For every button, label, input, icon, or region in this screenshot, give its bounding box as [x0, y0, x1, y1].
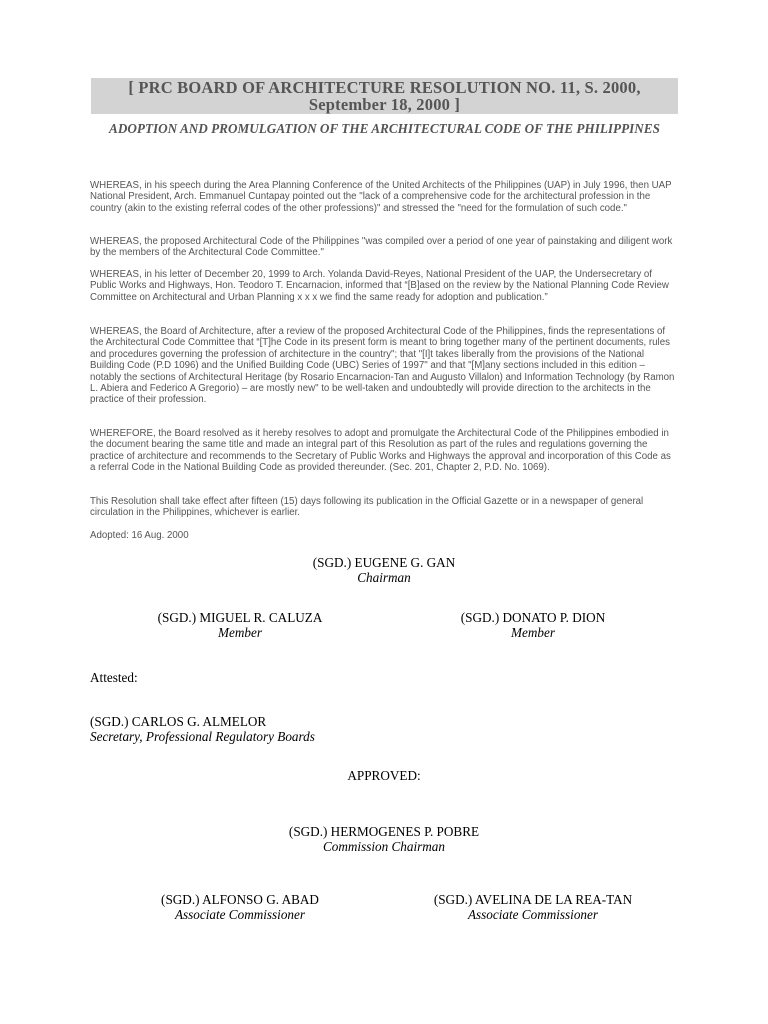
signatory-name: (SGD.) ALFONSO G. ABAD — [161, 892, 319, 907]
whereas-paragraph-3: WHEREAS, in his letter of December 20, 1999 to Arch. Yolanda David-Reyes, National President of the UAP, the Undersecretary of Public Works and Highways, Hon. Teodoro T. Encarnacion, informed that “[B]ased on the review by the National Planning Code Review Committee on Architectural and Urban Planning x x x we find the same ready for adoption and publication.” — [90, 269, 669, 303]
adopted-date: Adopted: 16 Aug. 2000 — [90, 530, 189, 541]
signatory-name: (SGD.) HERMOGENES P. POBRE — [288, 824, 480, 839]
approved-label: APPROVED: — [347, 768, 421, 783]
signatory-name: (SGD.) MIGUEL R. CALUZA — [157, 610, 323, 625]
signatory-name: (SGD.) DONATO P. DION — [460, 610, 606, 625]
resolution-title: [ PRC BOARD OF ARCHITECTURE RESOLUTION NO. 11, S. 2000, September 18, 2000 ] — [91, 78, 678, 114]
signatory-role: Member — [511, 625, 555, 640]
signatory-name: (SGD.) EUGENE G. GAN — [312, 555, 456, 570]
wherefore-paragraph: WHEREFORE, the Board resolved as it hereby resolves to adopt and promulgate the Architectural Code of the Philippines embodied in the document bearing the same title and made an integral part of this Resolution as part of the rules and regulations governing the practice of architecture and recommends to the Secretary of Public Works and Highways the approval and incorporation of this Code as a referral Code in the National Building Code as provided thereunder. (Sec. 201, Chapter 2, P.D. No. 1069). — [90, 428, 671, 474]
signature-member-1 — [100, 610, 380, 640]
signature-associate-2 — [393, 892, 673, 922]
whereas-paragraph-1: WHEREAS, in his speech during the Area Planning Conference of the United Architects of the Philippines (UAP) in July 1996, then UAP National President, Arch. Emmanuel Cuntapay pointed out the "lack of a comprehensive code for the architectural profession in the country (akin to the existing referral codes of the other professions)" and stressed the "need for the formulation of such code." — [90, 180, 672, 214]
attested-label: Attested: — [90, 670, 138, 685]
whereas-paragraph-2: WHEREAS, the proposed Architectural Code of the Philippines "was compiled over a period of one year of painstaking and diligent work by the members of the Architectural Code Committee." — [90, 236, 673, 259]
resolution-subtitle: ADOPTION AND PROMULGATION OF THE ARCHITECTURAL CODE OF THE PHILIPPINES — [109, 121, 660, 136]
signatory-role: Associate Commissioner — [467, 907, 599, 922]
signatory-role: Secretary, Professional Regulatory Boards — [90, 729, 315, 744]
signatory-name: (SGD.) AVELINA DE LA REA-TAN — [433, 892, 633, 907]
effectivity-paragraph: This Resolution shall take effect after fifteen (15) days following its publication in the Official Gazette or in a newspaper of general circulation in the Philippines, whichever is earlier. — [90, 496, 644, 519]
signature-chairman — [234, 555, 534, 585]
signature-commission-chairman — [234, 824, 534, 854]
signature-member-2 — [393, 610, 673, 640]
signatory-name: (SGD.) CARLOS G. ALMELOR — [90, 714, 267, 729]
signatory-role: Associate Commissioner — [174, 907, 306, 922]
whereas-paragraph-4: WHEREAS, the Board of Architecture, after a review of the proposed Architectural Code of the Philippines, finds the representations of the Architectural Code Committee that “[T]he Code in its present form is meant to bring together many of the pertinent documents, rules and procedures governing the profession of architecture in the country"; that "[I]t takes liberally from the provisions of the National Building Code (P.D 1096) and the Unified Building Code (UBC) Series of 1997" and that "[M]any sections included in this edition – notably the sections of Architectural Heritage (by Rosario Encarnacion-Tan and Augusto Villalon) and Information Technology (by Ramon L. Abiera and Federico A Gregorio) – are mostly new" to be well-taken and undoubtedly will provide direction to the architects in the practice of their profession. — [90, 326, 675, 406]
signature-associate-1 — [100, 892, 380, 922]
signatory-role: Chairman — [357, 570, 411, 585]
signature-secretary — [90, 714, 315, 744]
signatory-role: Member — [218, 625, 262, 640]
signatory-role: Commission Chairman — [322, 839, 445, 854]
